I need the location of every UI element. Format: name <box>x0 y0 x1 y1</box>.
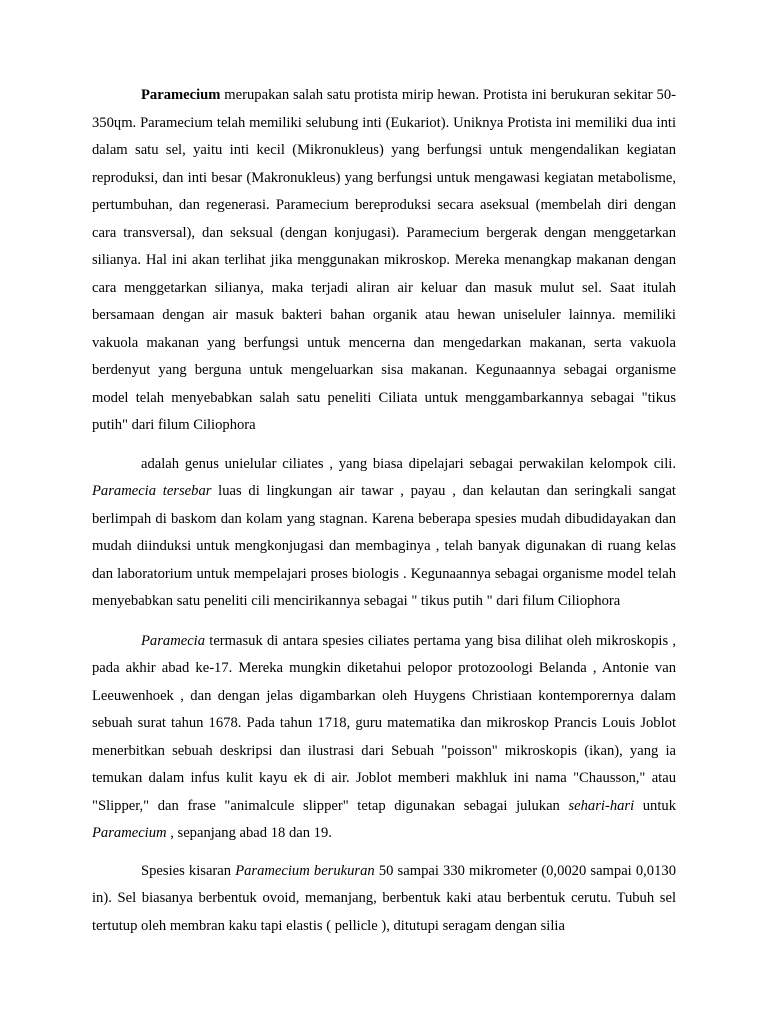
italic-phrase: Paramecium berukuran <box>235 862 375 879</box>
paragraph-4 <box>92 858 676 941</box>
paragraph-text: termasuk di antara spesies ciliates pertama yang bisa dilihat oleh mikroskopis , pada akhir abad ke-17. Mereka mungkin diketahui pelopor protozoologi Belanda , Antonie van Leeuwenhoek , dan dengan jelas digambarkan oleh Huygens Christiaan kontemporernya dalam sebuah surat tahun 1678. Pada tahun 1718, guru matematika dan mikroskop Prancis Louis Joblot menerbitkan sebuah deskripsi dan ilustrasi dari Sebuah "poisson" mikroskopis (ikan), yang ia temukan dalam infus kulit kayu ek di air. Joblot memberi makhluk ini nama "Chausson," atau "Slipper," dan frase "animalcule slipper" tetap digunakan sebagai julukan <box>92 632 676 814</box>
paragraph-text: 50 sampai 330 mikrometer (0,0020 sampai 0,0130 in). Sel biasanya berbentuk ovoid, memanjang, berbentuk kaki atau berbentuk cerutu. Tubuh sel tertutup oleh membran kaku tapi elastis ( pellicle ), ditutupi seragam dengan silia <box>92 862 676 934</box>
paragraph-1 <box>92 82 676 440</box>
italic-phrase: Paramecium <box>92 825 167 841</box>
paragraph-2 <box>92 451 676 616</box>
paragraph-text: , sepanjang abad 18 dan 19. <box>166 825 332 841</box>
paragraph-text: adalah genus unielular ciliates , yang biasa dipelajari sebagai perwakilan kelompok cili. <box>141 455 676 472</box>
italic-phrase: Paramecia tersebar <box>92 483 212 499</box>
term-paramecium: Paramecium <box>141 87 221 103</box>
paragraph-text: luas di lingkungan air tawar , payau , dan kelautan dan seringkali sangat berlimpah di baskom dan kolam yang stagnan. Karena beberapa spesies mudah dibudidayakan dan mudah diinduksi untuk mengkonjugasi dan membaginya , telah banyak digunakan di ruang kelas dan laboratorium untuk mempelajari proses biologis . Kegunaannya sebagai organisme model telah menyebabkan satu peneliti cili mencirikannya sebagai " tikus putih " dari filum Ciliophora <box>92 483 676 609</box>
document-page <box>92 82 676 940</box>
paragraph-text: Spesies kisaran <box>141 862 236 879</box>
paragraph-text: merupakan salah satu protista mirip hewan. Protista ini berukuran sekitar 50-350ɥm. Paramecium telah memiliki selubung inti (Eukariot). Uniknya Protista ini memiliki dua inti dalam satu sel, yaitu inti kecil (Mikronukleus) yang berfungsi untuk mengendalikan kegiatan reproduksi, dan inti besar (Makronukleus) yang berfungsi untuk mengawasi kegiatan metabolisme, pertumbuhan, dan regenerasi. Paramecium bereproduksi secara aseksual (membelah diri dengan cara transversal), dan seksual (dengan konjugasi). Paramecium bergerak dengan menggetarkan silianya. Hal ini akan terlihat jika menggunakan mikroskop. Mereka menangkap makanan dengan cara menggetarkan silianya, maka terjadi aliran air keluar dan masuk mulut sel. Saat itulah bersamaan dengan air masuk bakteri bahan organik atau hewan uniseluler lainnya. memiliki vakuola makanan yang berfungsi untuk mencerna dan mengedarkan makanan, serta vakuola berdenyut yang berguna untuk mengeluarkan sisa makanan. Kegunaannya sebagai organisme model telah menyebabkan salah satu peneliti Ciliata untuk menggambarkannya sebagai "tikus putih" dari filum Ciliophora <box>92 87 676 433</box>
italic-phrase: Paramecia <box>141 632 206 649</box>
italic-phrase: sehari-hari <box>568 797 635 814</box>
paragraph-3 <box>92 628 676 848</box>
paragraph-text: untuk <box>634 797 677 814</box>
